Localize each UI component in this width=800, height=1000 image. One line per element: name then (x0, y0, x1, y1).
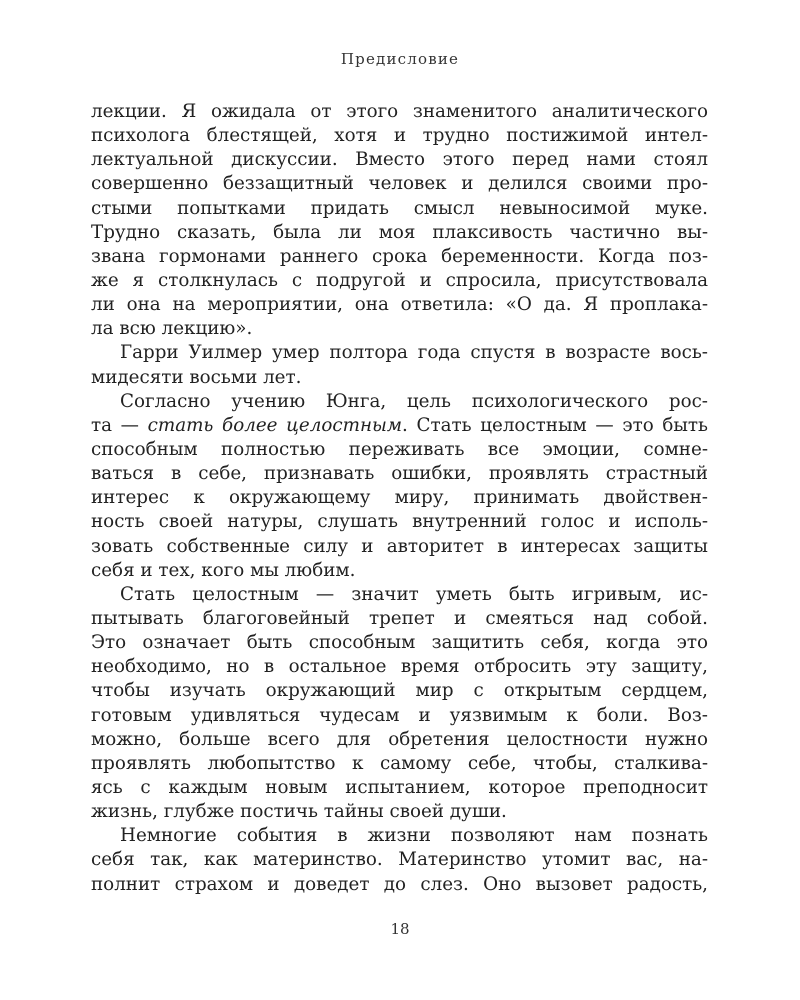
text-line: Стать целостным — значит уметь быть игривым, ис- (120, 583, 708, 605)
text-line: Трудно сказать, была ли моя плаксивость частично вы- (91, 221, 708, 243)
text-line: полнит страхом и доведет до слез. Оно вызовет радость, (91, 873, 708, 895)
paragraph (91, 390, 708, 583)
text-line: ли она на мероприятии, она ответила: «О да. Я проплака- (91, 294, 708, 316)
text-line: Гарри Уилмер умер полтора года спустя в возрасте вось- (120, 342, 708, 364)
text-line: зовать собственные силу и авторитет в интересах защиты (91, 535, 708, 557)
text-line: пытывать благоговейный трепет и смеяться над собой. (91, 607, 708, 629)
text-line: ла всю лекцию». (91, 318, 253, 340)
text-line: ваться в себе, признавать ошибки, проявлять страстный (91, 463, 708, 485)
text-line: чтобы изучать окружающий мир с открытым сердцем, (91, 680, 708, 702)
text-line: можно, больше всего для обретения целостности нужно (91, 728, 708, 750)
text-line: же я столкнулась с подругой и спросила, присутствовала (91, 269, 708, 291)
text-line: себя так, как материнство. Материнство утомит вас, на- (91, 849, 708, 871)
page-number: 18 (390, 920, 410, 938)
text-line: ность своей натуры, слушать внутренний голос и исполь- (91, 511, 708, 533)
text-line: стыми попытками придать смысл невыносимой муке. (91, 197, 708, 219)
running-header: Предисловие (340, 50, 460, 68)
text-line: Согласно учению Юнга, цель психологического рос- (120, 390, 708, 412)
text-line: мидесяти восьми лет. (91, 366, 302, 388)
text-line: готовым удивляться чудесам и уязвимым к боли. Воз- (91, 704, 708, 726)
text-line: проявлять любопытство к самому себе, чтобы, сталкива- (91, 752, 708, 774)
text-line: звана гормонами раннего срока беременности. Когда поз- (91, 245, 708, 267)
paragraph (91, 824, 708, 896)
text-line: лекции. Я ожидала от этого знаменитого аналитического (91, 101, 708, 122)
text-line: совершенно беззащитный человек и делился своими про- (91, 173, 708, 195)
text-line: интерес к окружающему миру, принимать двойствен- (91, 487, 708, 509)
text-line: необходимо, но в остальное время отбросить эту защиту, (91, 656, 708, 678)
paragraph (91, 341, 708, 389)
text-line: Немногие события в жизни позволяют нам познать (120, 825, 708, 847)
paragraph (91, 583, 708, 824)
text-line: себя и тех, кого мы любим. (91, 559, 356, 581)
text-line: жизнь, глубже постичь тайны своей души. (91, 801, 507, 823)
text-line: психолога блестящей, хотя и трудно постижимой интел- (91, 125, 708, 147)
text-line: ясь с каждым новым испытанием, которое преподносит (91, 776, 708, 798)
paragraph (91, 100, 708, 341)
body-text (91, 100, 708, 897)
text-line: способным полностью переживать все эмоции, сомне- (91, 438, 708, 460)
text-line: та — стать более целостным. Стать целостным — это быть (91, 414, 708, 436)
text-line: лектуальной дискуссии. Вместо этого перед нами стоял (91, 149, 708, 171)
text-line: Это означает быть способным защитить себя, когда это (91, 632, 708, 654)
